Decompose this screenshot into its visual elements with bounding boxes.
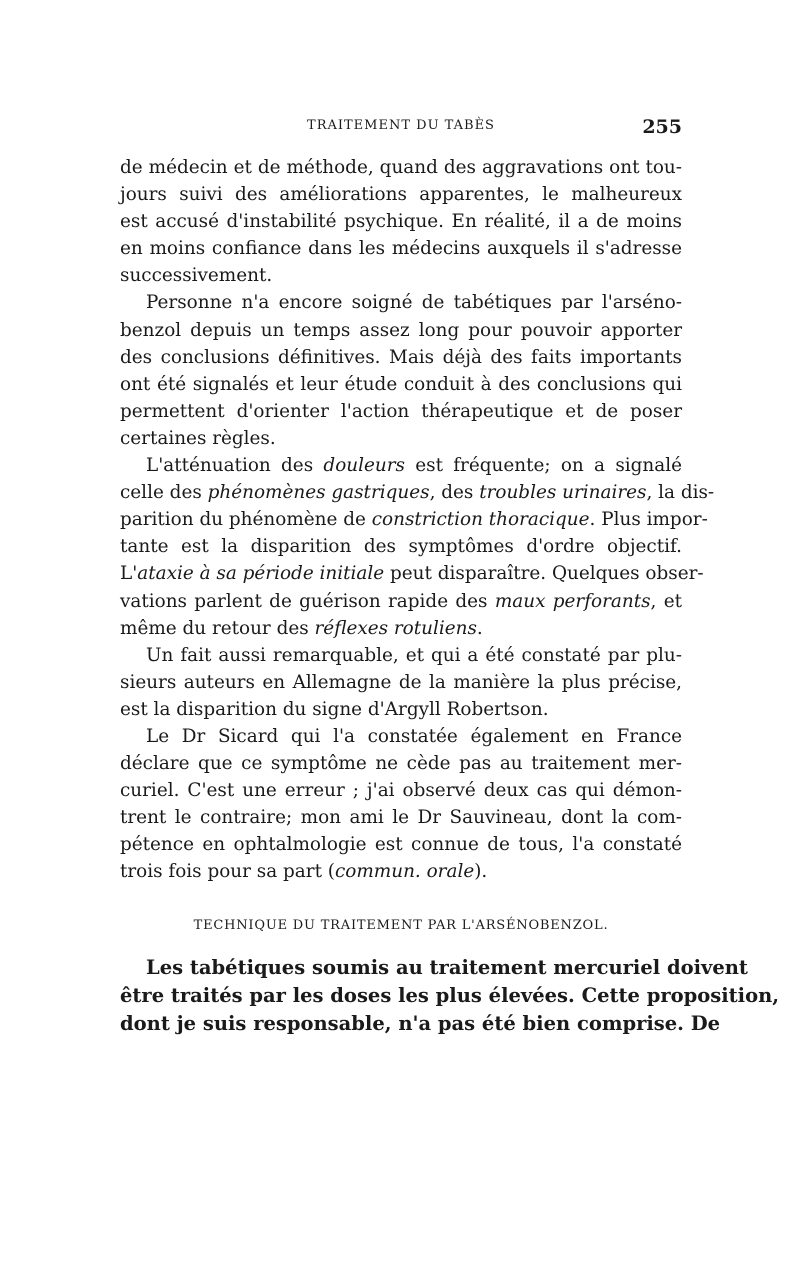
text-line: certaines règles.: [120, 427, 276, 449]
italic-term: constriction thoracique: [371, 509, 590, 531]
text-line: [120, 452, 682, 479]
text-line: [120, 588, 682, 615]
text-run: . Plus impor-: [589, 509, 708, 531]
italic-term: douleurs: [323, 455, 405, 477]
section-heading: TECHNIQUE DU TRAITEMENT PAR L'ARSÉNOBENZOL.: [193, 917, 609, 933]
text-line: benzol depuis un temps assez long pour pouvoir apporter: [120, 319, 682, 341]
paragraph: [120, 289, 682, 452]
running-head: [120, 118, 682, 144]
text-run: parition du phénomène de: [120, 509, 372, 531]
italic-term: ataxie à sa période initiale: [137, 563, 385, 585]
text-line: successivement.: [120, 265, 273, 287]
text-run: , la dis-: [646, 482, 715, 504]
paragraph: [120, 642, 682, 723]
text-run: L': [120, 563, 138, 585]
text-line: [120, 560, 704, 587]
text-run: même du retour des: [120, 617, 315, 639]
paragraph: [120, 452, 715, 642]
text-line: Les tabétiques soumis au traitement mercuriel doivent: [146, 955, 748, 979]
text-line: des conclusions définitives. Mais déjà des faits importants: [120, 346, 682, 368]
text-run: ).: [474, 861, 488, 883]
text-line: trent le contraire; mon ami le Dr Sauvineau, dont la com-: [120, 807, 682, 829]
text-line: curiel. C'est une erreur ; j'ai observé deux cas qui démon-: [120, 780, 682, 802]
italic-term: troubles urinaires: [479, 482, 647, 504]
text-run: .: [476, 617, 483, 639]
text-run: celle des: [120, 482, 208, 504]
text-run: vations parlent de guérison rapide des: [120, 590, 495, 612]
text-line: pétence en ophtalmologie est connue de tous, l'a constaté: [120, 834, 682, 856]
text-run: L'atténuation des: [146, 455, 324, 477]
text-line: déclare que ce symptôme ne cède pas au traitement mer-: [120, 753, 682, 775]
paragraph: [120, 154, 682, 289]
text-line: [120, 479, 715, 506]
text-line: [120, 858, 682, 885]
text-run: peut disparaître. Quelques obser-: [384, 563, 704, 585]
text-run: trois fois pour sa part (: [120, 861, 335, 883]
paragraph: [120, 723, 682, 886]
text-line: est la disparition du signe d'Argyll Robertson.: [120, 698, 549, 720]
body-text: [120, 154, 780, 1038]
paragraph: [120, 954, 780, 1039]
text-line: [120, 506, 708, 533]
italic-term: commun. orale: [334, 861, 475, 883]
text-line: sieurs auteurs en Allemagne de la manière la plus précise,: [120, 671, 682, 693]
text-run: est fréquente; on a signalé: [404, 455, 682, 477]
text-line: [120, 615, 682, 642]
text-line: jours suivi des améliorations apparentes, le malheureux: [120, 184, 682, 206]
text-line: Personne n'a encore soigné de tabétiques par l'arséno-: [146, 292, 682, 314]
page-number: 255: [642, 116, 682, 138]
italic-term: phénomènes gastriques: [207, 482, 430, 504]
text-line: Un fait aussi remarquable, et qui a été constaté par plu-: [146, 644, 682, 666]
running-title: TRAITEMENT DU TABÈS: [307, 118, 495, 133]
text-line: tante est la disparition des symptômes d'ordre objectif.: [120, 536, 682, 558]
text-line: ont été signalés et leur étude conduit à des conclusions qui: [120, 373, 682, 395]
text-run: , et: [650, 590, 682, 612]
text-line: est accusé d'instabilité psychique. En réalité, il a de moins: [120, 211, 682, 233]
italic-term: réflexes rotuliens: [314, 617, 477, 639]
text-line: en moins confiance dans les médecins auxquels il s'adresse: [120, 238, 682, 260]
text-line: Le Dr Sicard qui l'a constatée également en France: [146, 725, 682, 747]
text-line: dont je suis responsable, n'a pas été bien comprise. De: [120, 1012, 721, 1036]
italic-term: maux perforants: [494, 590, 651, 612]
text-line: de médecin et de méthode, quand des aggravations ont tou-: [120, 157, 682, 178]
text-line: être traités par les doses les plus élevées. Cette proposition,: [120, 983, 780, 1007]
text-run: , des: [429, 482, 480, 504]
text-line: permettent d'orienter l'action thérapeutique et de poser: [120, 400, 682, 422]
